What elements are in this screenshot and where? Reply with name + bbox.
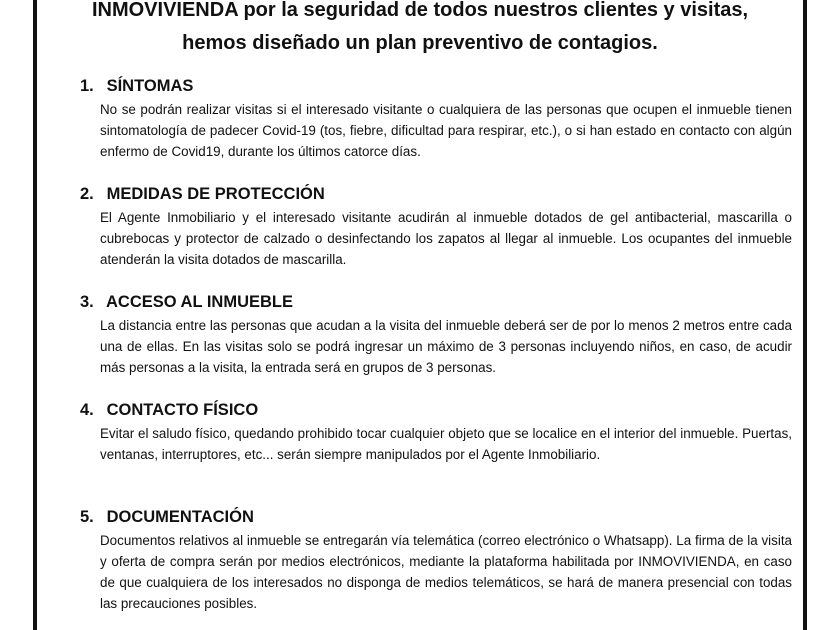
section-acceso-al-inmueble (80, 291, 792, 378)
section-body: El Agente Inmobiliario y el interesado visitante acudirán al inmueble dotados de gel antibacterial, mascarilla o cubrebocas y protector de calzado o desinfectando los zapatos al llegar al inmueble. Los ocupantes del inmueble atenderán la visita dotados de mascarilla. (100, 210, 792, 267)
section-heading: SÍNTOMAS (106, 77, 194, 95)
header-line-2: hemos diseñado un plan preventivo de contagios. (182, 32, 658, 54)
section-medidas-de-proteccion (80, 183, 792, 270)
section-number: 4. (80, 401, 94, 419)
section-title (80, 291, 792, 313)
section-contacto-fisico (80, 399, 792, 465)
section-number: 3. (80, 293, 94, 311)
section-heading: DOCUMENTACIÓN (106, 508, 254, 526)
page-border-right (803, 0, 807, 630)
document-header (40, 0, 800, 60)
section-documentacion (80, 506, 792, 614)
section-body: Evitar el saludo físico, quedando prohibido tocar cualquier objeto que se localice en el interior del inmueble. Puertas, ventanas, interruptores, etc... serán siempre manipulados por el Agente Inmobiliario. (100, 426, 792, 462)
section-heading: MEDIDAS DE PROTECCIÓN (106, 185, 325, 203)
section-title (80, 506, 792, 528)
section-title (80, 399, 792, 421)
section-number: 1. (80, 77, 94, 95)
section-heading: CONTACTO FÍSICO (106, 401, 259, 419)
section-body: No se podrán realizar visitas si el interesado visitante o cualquiera de las personas que ocupen el inmueble tienen sintomatología de padecer Covid-19 (tos, fiebre, dificultad para respirar, etc.), o si han estado en contacto con algún enfermo de Covid19, durante los últimos catorce días. (100, 102, 792, 159)
section-body: La distancia entre las personas que acudan a la visita del inmueble deberá ser de por lo menos 2 metros entre cada una de ellas. En las visitas solo se podrá ingresar un máximo de 3 personas incluyendo niños, en caso, de acudir más personas a la visita, la entrada será en grupos de 3 personas. (100, 318, 792, 375)
section-title (80, 75, 792, 97)
section-heading: ACCESO AL INMUEBLE (105, 293, 293, 311)
page-border-left (33, 0, 37, 630)
section-number: 2. (80, 185, 94, 203)
header-line-1: INMOVIVIENDA por la seguridad de todos nuestros clientes y visitas, (91, 0, 749, 21)
section-sintomas (80, 75, 792, 162)
section-number: 5. (80, 508, 94, 526)
section-title (80, 183, 792, 205)
section-body: Documentos relativos al inmueble se entregarán vía telemática (correo electrónico o Whatsapp). La firma de la visita y oferta de compra serán por medios electrónicos, mediante la plataforma habilitada por INMOVIVIENDA, en caso de que cualquiera de los interesados no disponga de medios telemáticos, se hará de manera presencial con todas las precauciones posibles. (100, 533, 792, 611)
